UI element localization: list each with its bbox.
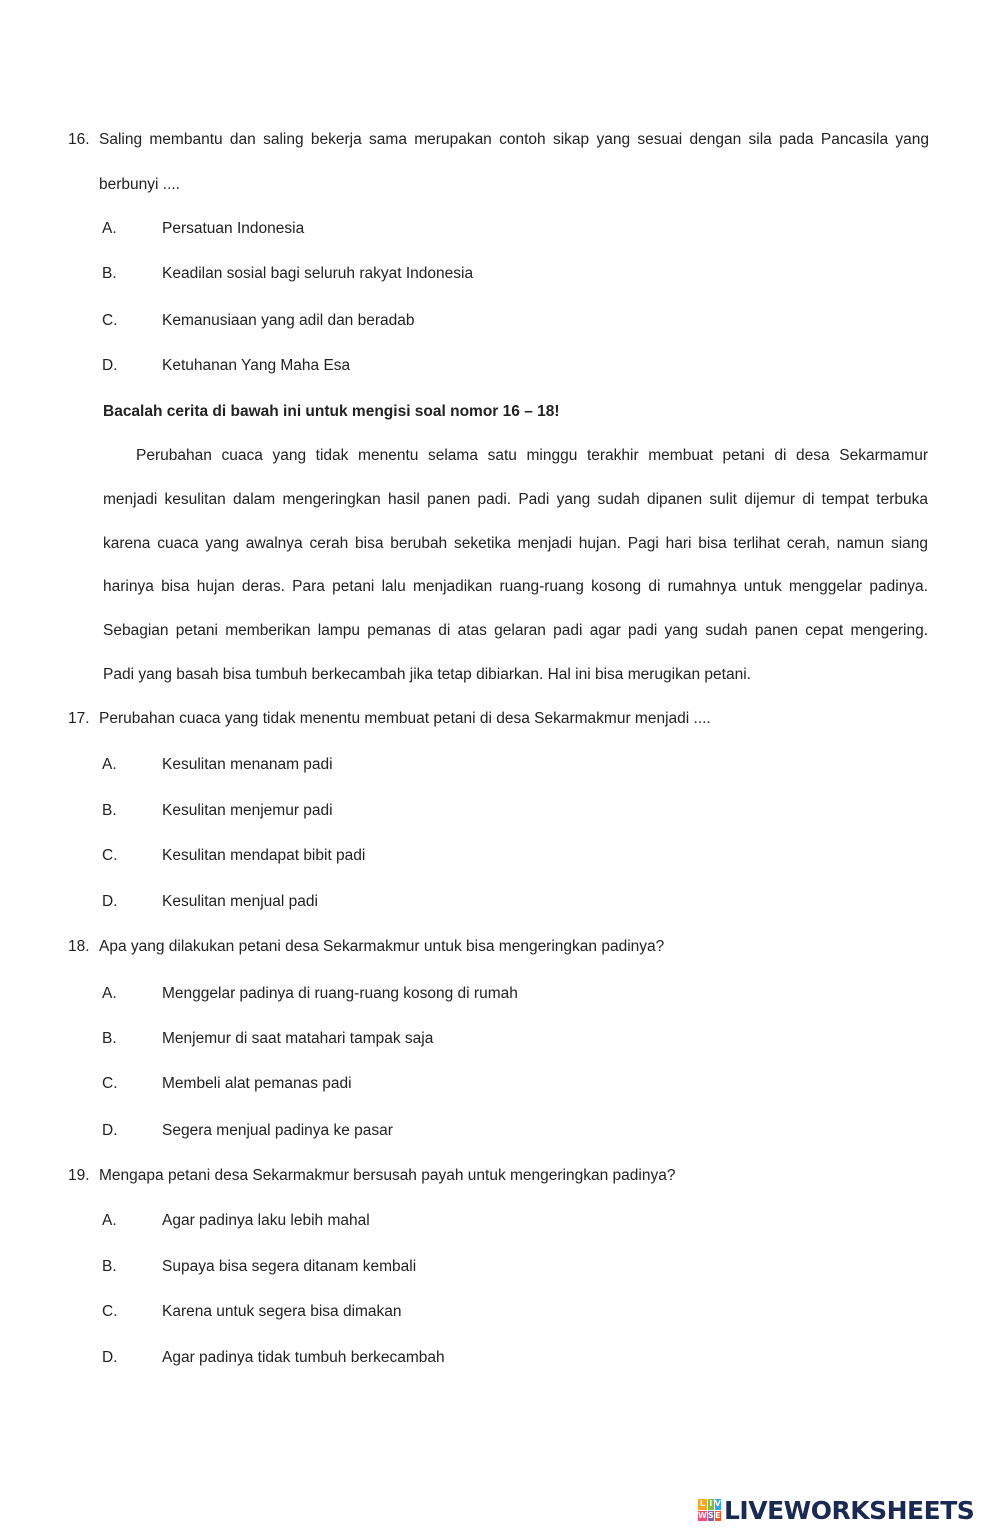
logo-mark-letter: V	[714, 1499, 721, 1508]
logo-mark-letter: E	[714, 1510, 721, 1520]
option-letter: D.	[102, 1349, 118, 1366]
passage-line: Sebagian petani memberikan lampu pemanas di atas gelaran padi agar padi yang sudah panen cepat mengering.	[103, 622, 928, 639]
question-number: 17.	[68, 710, 90, 727]
question-text: Perubahan cuaca yang tidak menentu membuat petani di desa Sekarmakmur menjadi ....	[99, 710, 711, 727]
option-letter: A.	[102, 756, 117, 773]
option-letter: C.	[102, 1075, 118, 1092]
passage-line: Perubahan cuaca yang tidak menentu selama satu minggu terakhir membuat petani di desa Sekarmamur	[136, 447, 928, 464]
option-text: Kesulitan mendapat bibit padi	[162, 847, 366, 864]
option-letter: B.	[102, 1030, 117, 1047]
question-text: berbunyi ....	[99, 176, 180, 193]
option-text: Kesulitan menjual padi	[162, 893, 318, 910]
question-text: Saling membantu dan saling bekerja sama merupakan contoh sikap yang sesuai dengan sila pada Pancasila yang	[99, 131, 929, 148]
option-text: Persatuan Indonesia	[162, 220, 305, 237]
question-text: Apa yang dilakukan petani desa Sekarmakmur untuk bisa mengeringkan padinya?	[99, 938, 665, 955]
option-text: Membeli alat pemanas padi	[162, 1075, 352, 1092]
option-text: Kesulitan menanam padi	[162, 756, 333, 773]
option-letter: A.	[102, 1212, 117, 1229]
logo-mark-letter: L	[699, 1499, 705, 1508]
option-text: Menggelar padinya di ruang-ruang kosong di rumah	[162, 985, 518, 1002]
option-text: Segera menjual padinya ke pasar	[162, 1122, 393, 1139]
option-text: Supaya bisa segera ditanam kembali	[162, 1258, 417, 1275]
question-text: Mengapa petani desa Sekarmakmur bersusah payah untuk mengeringkan padinya?	[99, 1167, 676, 1184]
passage-line: Padi yang basah bisa tumbuh berkecambah jika tetap dibiarkan. Hal ini bisa merugikan petani.	[103, 666, 751, 683]
option-letter: B.	[102, 265, 117, 282]
logo-mark-icon	[698, 1499, 720, 1521]
passage-line: harinya bisa hujan deras. Para petani lalu menjadikan ruang-ruang kosong di rumahnya untuk menggelar padinya.	[103, 578, 928, 595]
question-number: 19.	[68, 1167, 90, 1184]
option-text: Agar padinya tidak tumbuh berkecambah	[162, 1349, 445, 1366]
option-letter: D.	[102, 893, 118, 910]
passage-line: karena cuaca yang awalnya cerah bisa berubah seketika menjadi hujan. Pagi hari bisa terlihat cerah, namun siang	[103, 535, 928, 552]
option-text: Karena untuk segera bisa dimakan	[162, 1303, 402, 1320]
question-number: 18.	[68, 938, 90, 955]
logo-text: LIVEWORKSHEETS	[724, 1495, 975, 1525]
liveworksheets-logo[interactable]	[698, 1496, 974, 1524]
logo-mark-letter: S	[707, 1510, 714, 1520]
logo-mark-letter: W	[698, 1510, 707, 1520]
option-text: Ketuhanan Yang Maha Esa	[162, 357, 351, 374]
question-number: 16.	[68, 131, 90, 148]
option-text: Menjemur di saat matahari tampak saja	[162, 1030, 434, 1047]
option-text: Kesulitan menjemur padi	[162, 802, 333, 819]
option-letter: B.	[102, 1258, 117, 1275]
option-text: Kemanusiaan yang adil dan beradab	[162, 312, 415, 329]
reading-instruction: Bacalah cerita di bawah ini untuk mengisi soal nomor 16 – 18!	[103, 403, 560, 420]
option-letter: C.	[102, 1303, 118, 1320]
logo-mark-letter: I	[709, 1499, 713, 1508]
option-letter: D.	[102, 357, 118, 374]
passage-line: menjadi kesulitan dalam mengeringkan hasil panen padi. Padi yang sudah dipanen sulit dijemur di tempat terbuka	[103, 491, 928, 508]
option-text: Keadilan sosial bagi seluruh rakyat Indonesia	[162, 265, 474, 282]
option-letter: C.	[102, 847, 118, 864]
option-letter: C.	[102, 312, 118, 329]
option-letter: A.	[102, 220, 117, 237]
option-letter: A.	[102, 985, 117, 1002]
option-letter: B.	[102, 802, 117, 819]
option-text: Agar padinya laku lebih mahal	[162, 1212, 370, 1229]
option-letter: D.	[102, 1122, 118, 1139]
